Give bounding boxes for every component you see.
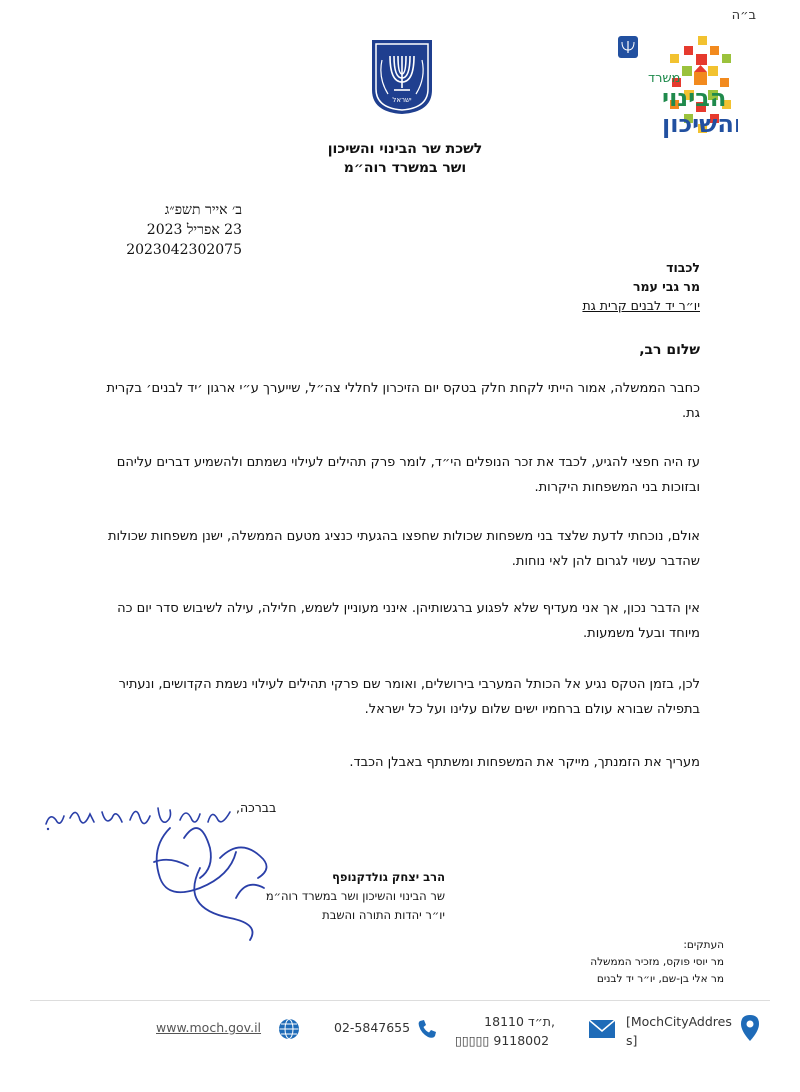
globe-icon [278,1018,300,1040]
greeting: שלום רב, [639,342,700,358]
ministry-logo-line3: והשיכון [662,110,738,138]
body-paragraph-3: אולם, נוכחתי לדעת שלצד בני משפחות שכולות שחפצו בהגעתי כנציג מטעם הממשלה, ישנן משפחות שכולות שהדבר עשוי לגרום להן לאי נוחות. [107,529,700,569]
ministry-logo-line1: משרד [648,71,681,86]
address-line-2: ▯▯▯▯▯ 9118002 [455,1033,550,1048]
signer-block [150,868,445,925]
copies-label: העתקים: [683,939,724,951]
body-paragraph-5: לכן, בזמן הטקס נגיע אל הכותל המערבי בירושלים, ואומר שם פרקי תהילים לעילוי נשמת הקדושים, ונעתיר בתפילה שבורא עולם ברחמיו ישים שלום עלינו ועל כל ישראל. [118,677,700,717]
recipient-title: יו״ר יד לבנים קרית גת [582,298,700,313]
signer-title-2: יו״ר יהדות התורה והשבת [322,908,445,922]
bh-header: ב״ה [731,8,756,23]
signer-title-1: שר הבינוי והשיכון ושר במשרד רוה״מ [265,889,445,903]
footer-divider [30,1000,770,1001]
recipient-salutation: לכבוד [666,260,700,275]
copies-block [504,937,724,988]
signer-name: הרב יצחק גולדקנופף [332,870,445,884]
reference-number: 2023042302075 [126,242,242,258]
email-address[interactable]: [MochCityAddress] [626,1014,732,1048]
body-paragraph-1: כחבר הממשלה, אמור הייתי לקחת חלק בטקס יום הזיכרון לחללי צה״ל, שייערך ע״י ארגון ׳יד לבנים׳ בקרית גת. [106,381,700,421]
closing: בברכה, [236,800,277,815]
state-emblem-icon [370,38,434,116]
ministry-logo-line2: הבינוי [662,84,727,112]
copies-line-1: מר יוסי פוקס, מזכיר הממשלה [590,956,724,968]
recipient-block [440,258,700,315]
office-line1: לשכת שר הבינוי והשיכון [327,141,483,157]
location-pin-icon [740,1014,760,1042]
website-link[interactable]: www.moch.gov.il [156,1020,262,1035]
body-paragraph-2: עז היה חפצי להגיע, לכבד את זכר הנופלים הי״ד, לומר פרק תהילים לעילוי נשמתם ולהשמיע דברים עליהם ובזוכות בני המשפחות היקרות. [116,455,700,495]
recipient-name: מר גבי עמר [632,279,700,294]
address-line-1: ת״ד 18110, [484,1014,555,1029]
gregorian-date: 23 אפריל 2023 [146,222,242,238]
office-line2: ושר במשרד רוה״מ [343,160,467,176]
mail-icon [588,1018,616,1040]
footer [0,1008,800,1058]
copies-line-2: מר אלי בן-שם, יו״ר יד לבנים [596,973,724,985]
phone-icon [416,1018,438,1040]
body-paragraph-4: אין הדבר נכון, אך אני מעדיף שלא לפגוע ברגשותיהן. אינני מעוניין לשמש, חלילה, עילה לשיבוש סדר יום כה מיוחד ובעל משמעות. [117,601,700,641]
ministry-star-icon [558,32,738,142]
phone-number: 02-5847655 [334,1020,411,1035]
address [455,1012,555,1050]
date-block [122,200,242,260]
emblem-label: ישראל [392,96,412,104]
office-title [290,140,520,178]
hebrew-date: ב׳ אייר תשפ״ג [164,202,242,218]
ministry-logo [558,32,738,142]
body-paragraph-6: מעריך את הזמנתך, מייקר את המשפחות ומשתתף באבלן הכבד. [349,755,700,770]
